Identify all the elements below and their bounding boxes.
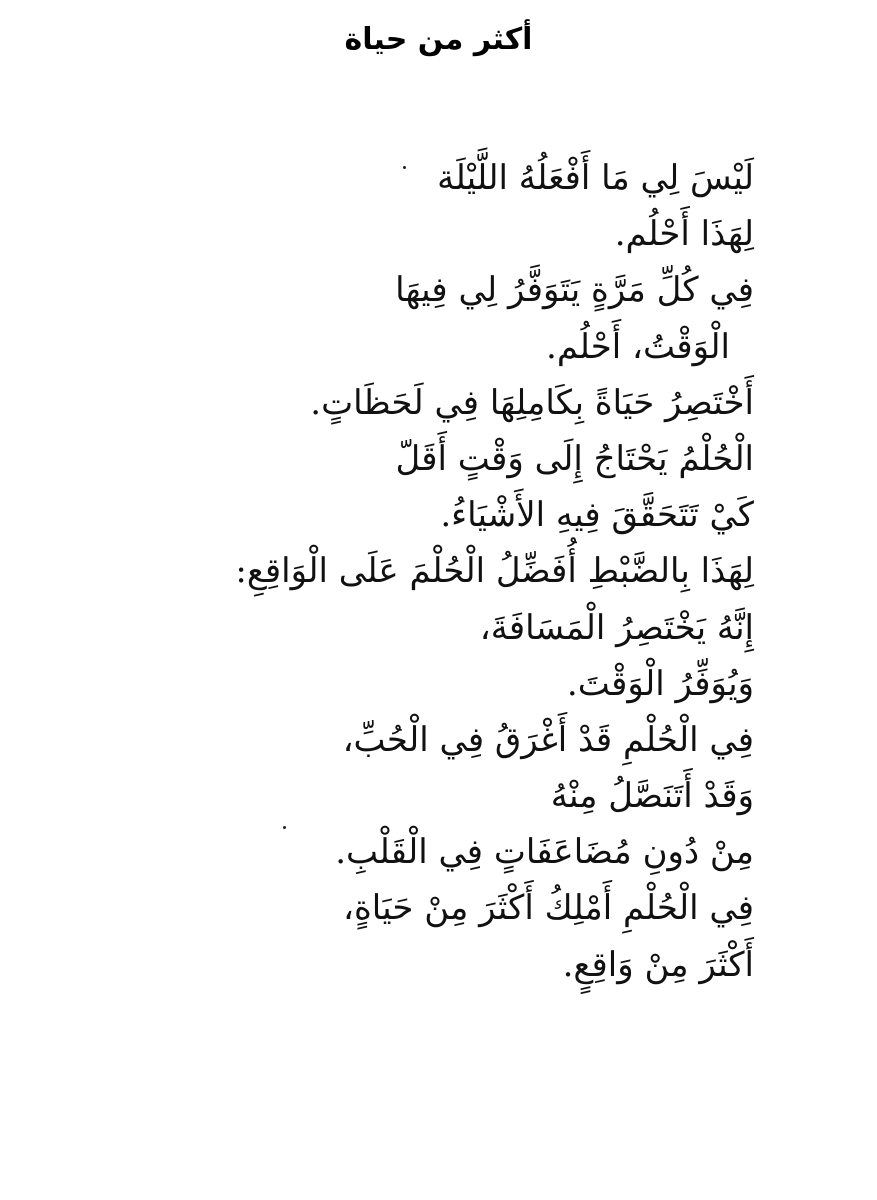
poem-line: الْحُلْمُ يَحْتَاجُ إِلَى وَقْتٍ أَقَلّ <box>395 438 754 479</box>
poem-line: وَيُوَفِّرُ الْوَقْتَ. <box>566 663 754 704</box>
poem-line: إِنَّهُ يَخْتَصِرُ الْمَسَافَةَ، <box>479 607 754 648</box>
poem-line: فِي كُلِّ مَرَّةٍ يَتَوَفَّرُ لِي فِيهَا <box>395 270 754 311</box>
poem-line: لَيْسَ لِي مَا أَفْعَلُهُ اللَّيْلَة <box>437 158 754 198</box>
scan-speck <box>403 166 406 169</box>
scan-speck <box>283 826 286 829</box>
poem-line: أَخْتَصِرُ حَيَاةً بِكَامِلِهَا فِي لَحَظَاتٍ. <box>310 382 754 423</box>
poem-line: الْوَقْتُ، أَحْلُم. <box>546 326 730 367</box>
poem-line: لِهَذَا بِالضَّبْطِ أُفَضِّلُ الْحُلْمَ عَلَى الْوَاقِعِ: <box>235 551 754 592</box>
poem-title: أكثر من حياة <box>344 22 533 57</box>
poem-line: فِي الْحُلْمِ أَمْلِكُ أَكْثَرَ مِنْ حَيَاةٍ، <box>342 888 754 929</box>
poem-line: فِي الْحُلْمِ قَدْ أَغْرَقُ فِي الْحُبِّ، <box>342 719 754 760</box>
poem-line: وَقَدْ أَتَنَصَّلُ مِنْهُ <box>550 776 754 817</box>
poem-line: لِهَذَا أَحْلُم. <box>614 214 754 255</box>
poem-body <box>235 150 754 993</box>
poem-line: كَيْ تَتَحَقَّقَ فِيهِ الأَشْيَاءُ. <box>440 495 754 536</box>
poem-line: مِنْ دُونِ مُضَاعَفَاتٍ فِي الْقَلْبِ. <box>335 832 754 873</box>
poem-line: أَكْثَرَ مِنْ وَاقِعٍ. <box>562 944 754 985</box>
